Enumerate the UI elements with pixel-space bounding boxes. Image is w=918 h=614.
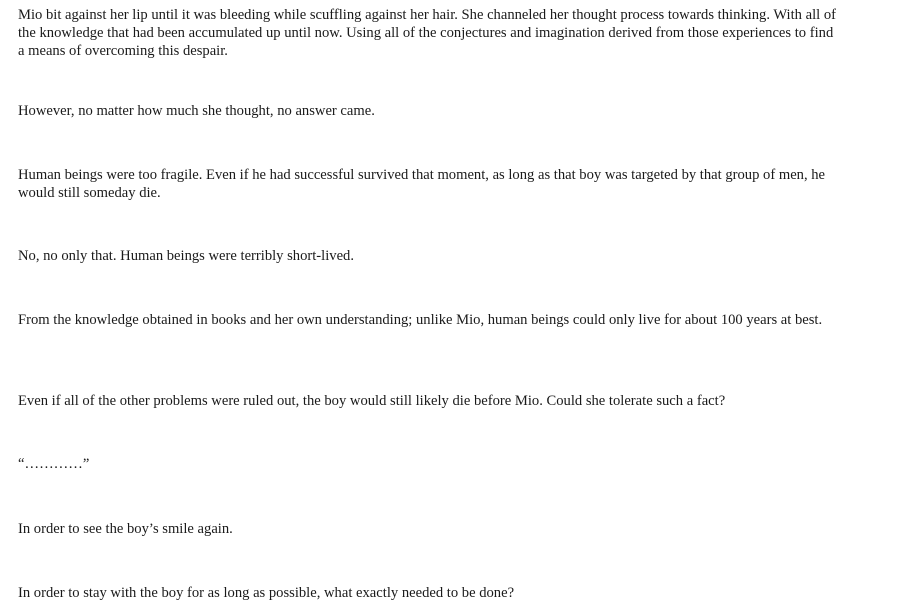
paragraph-9: In order to stay with the boy for as long as possible, what exactly needed to be done? [18,585,515,601]
paragraph-5: From the knowledge obtained in books and her own understanding; unlike Mio, human beings could only live for about 100 years at best. [18,312,823,328]
paragraph-8: In order to see the boy’s smile again. [18,521,233,537]
paragraph-1: Mio bit against her lip until it was bleeding while scuffling against her hair. She channeled her thought process towards thinking. With all of the knowledge that had been accumulated up until now. Using all of the conjectures and imagination derived from those experiences to find a means of overcoming this despair. [18,7,836,59]
paragraph-6: Even if all of the other problems were ruled out, the boy would still likely die before Mio. Could she tolerate such a fact? [18,393,726,409]
paragraph-3: Human beings were too fragile. Even if he had successful survived that moment, as long as that boy was targeted by that group of men, he would still someday die. [18,167,826,201]
paragraph-7: “…………” [18,456,90,472]
paragraph-4: No, no only that. Human beings were terribly short-lived. [18,248,354,264]
paragraph-2: However, no matter how much she thought, no answer came. [18,103,375,119]
